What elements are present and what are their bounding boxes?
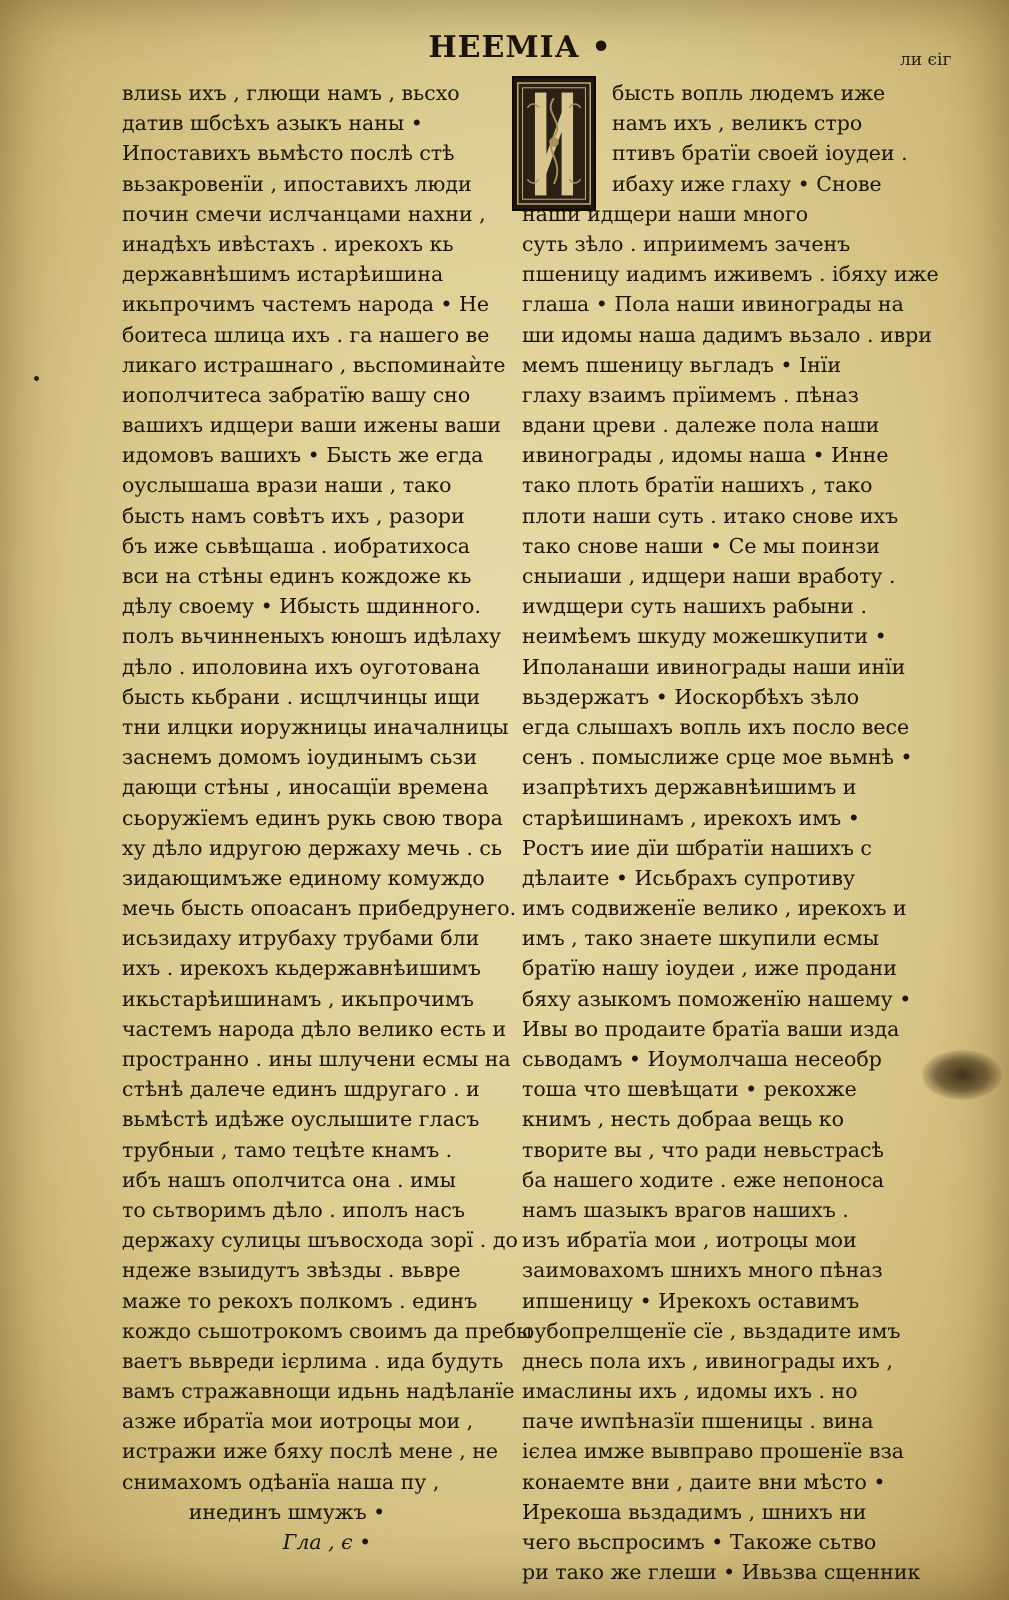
- text-line: ипшеницу • Ирекохъ оставимъ: [522, 1288, 860, 1313]
- text-line: оуслышаша врази наши , тако: [122, 473, 458, 498]
- text-line: ихъ . ирекохъ кьдержавнѣишимъ: [122, 956, 481, 981]
- text-line: вьмѣстѣ идѣже оуслышите гласъ: [122, 1107, 480, 1132]
- text-line: ієлеа имже вывправо прошенїе вза: [522, 1439, 904, 1464]
- text-line: ри тако же глеши • Ивьзва сщенник: [522, 1560, 921, 1585]
- text-line: пшеницу иадимъ иживемъ . ібяху иже: [522, 262, 939, 287]
- page-header: [0, 30, 1009, 70]
- text-line: вьзакровенїи , ипоставихъ люди: [122, 171, 472, 196]
- text-line: тни илцки иоружницы иначалницы: [122, 714, 509, 739]
- text-line: бысть кьбрани . исщлчинцы ищи: [122, 684, 481, 709]
- text-line: дающи стѣны , иносащїи времена: [122, 775, 489, 800]
- text-line: изапрѣтихъ державнѣишимъ и: [522, 775, 857, 800]
- text-line: конаемте вни , даите вни мѣсто •: [522, 1469, 886, 1494]
- text-line: зидающимъже единому комуждо: [122, 865, 485, 890]
- text-line: имъ содвиженїе велико , ирекохъ и: [522, 896, 907, 921]
- text-line: вашихъ идщери ваши ижены ваши: [122, 413, 502, 438]
- text-line: бысть вопль людемъ иже: [612, 81, 886, 105]
- text-line: идомовъ вашихъ • Бысть же егда: [122, 443, 484, 468]
- text-line: плоти наши суть . итако снове ихъ: [522, 503, 899, 528]
- text-line: тако плоть братїи нашихъ , тако: [522, 473, 873, 498]
- text-line: исьзидаху итрубаху трубами бли: [122, 926, 480, 951]
- text-line: заснемъ домомъ іоудинымъ сьзи: [122, 745, 478, 770]
- text-line: трубныи , тамо тецѣте кнамъ .: [122, 1137, 453, 1162]
- text-line: полъ вьчинненыхъ юношъ идѣлаху: [122, 624, 502, 649]
- text-line: тоша что шевѣщати • рекохже: [522, 1077, 857, 1102]
- text-line: глаху взаимъ прїимемъ . пѣназ: [522, 382, 859, 407]
- text-line: чего вьспросимъ • Такоже сьтво: [522, 1530, 877, 1554]
- text-line: ивинограды , идомы наша • Инне: [522, 443, 889, 468]
- text-line: Ирекоша вьздадимъ , шнихъ ни: [522, 1499, 867, 1524]
- text-line: икьпрочимъ частемъ народа • Не: [122, 292, 490, 317]
- text-line: вдани цреви . далеже пола наши: [522, 413, 880, 438]
- text-line: неимѣемъ шкуду можешкупити •: [522, 624, 887, 649]
- text-line: истражи иже бяху послѣ мене , не: [122, 1439, 499, 1464]
- text-line: Ивы во продаите братїа ваши изда: [522, 1016, 900, 1041]
- text-line: вьздержатъ • Иоскорбѣхъ зѣло: [522, 684, 860, 709]
- text-line: сьоружїемъ единъ рукь свою твора: [122, 805, 503, 830]
- text-line: стѣнѣ далече единъ шдругаго . и: [122, 1077, 480, 1102]
- text-line: бяху азыкомъ поможенїю нашему •: [522, 986, 912, 1011]
- right-column: [522, 78, 939, 1587]
- text-line: изъ ибратїа мои , иотроцы мои: [522, 1228, 857, 1253]
- text-line: сенъ . помыслиже срце мое вьмнѣ •: [522, 745, 913, 770]
- text-line: кождо сьшотрокомъ своимъ да пребы: [122, 1318, 533, 1343]
- text-line: наши идщери наши много: [522, 201, 809, 226]
- text-line: глаша • Пола наши ивинограды на: [522, 292, 904, 317]
- text-line: ликаго истрашнаго , вьспоминаѝте: [122, 352, 506, 377]
- text-line: то сьтворимъ дѣло . иполъ насъ: [122, 1197, 465, 1222]
- text-line: намъ шазыкъ врагов нашихъ .: [522, 1197, 849, 1222]
- text-line: тако снове наши • Се мы поинзи: [522, 533, 880, 558]
- ink-stain: [922, 1050, 1002, 1100]
- text-line: суть зѣло . иприимемъ заченъ: [522, 231, 851, 256]
- text-line: азже ибратїа мои иотроцы мои ,: [122, 1409, 474, 1434]
- text-line: державнѣшимъ истарѣишина: [122, 262, 444, 287]
- text-line: Ипоставихъ вьмѣсто послѣ стѣ: [122, 141, 455, 166]
- text-line: икьстарѣишинамъ , икьпрочимъ: [122, 986, 474, 1011]
- text-line: дѣло . иполовина ихъ оуготована: [122, 654, 481, 679]
- text-line: книмъ , несть добраа вещь ко: [522, 1107, 844, 1132]
- text-line: намъ ихъ , великъ стро: [612, 111, 863, 136]
- text-line: частемъ народа дѣло велико есть и: [122, 1016, 507, 1041]
- text-line: заимовахомъ шнихъ много пѣназ: [522, 1258, 883, 1283]
- text-line: Гла , є •: [282, 1530, 372, 1554]
- text-line: творите вы , что ради невьстрасѣ: [522, 1137, 884, 1162]
- text-line: Ростъ иие дїи шбратїи нашихъ с: [522, 835, 872, 860]
- text-line: боитеса шлица ихъ . га нашего ве: [122, 322, 490, 347]
- text-line: сныиаши , идщери наши вработу .: [522, 564, 896, 588]
- text-line: Иполанаши ивинограды наши инїи: [522, 654, 906, 679]
- text-line: ши идомы наша дадимъ вьзало . иври: [522, 322, 932, 347]
- text-line: старѣишинамъ , ирекохъ имъ •: [522, 805, 860, 830]
- text-line: бъ иже сьвѣщаша . иобратихоса: [122, 533, 471, 558]
- running-title: НЕЕМІА •: [428, 30, 612, 65]
- text-line: бысть намъ совѣтъ ихъ , разори: [122, 503, 465, 528]
- text-line: дѣлаите • Исьбрахъ супротиву: [522, 865, 856, 890]
- folio-number: ли єіг: [900, 50, 952, 70]
- text-line: пространно . ины шлучени есмы на: [122, 1047, 511, 1071]
- text-line: ваетъ вьвреди ієрлима . ида будуть: [122, 1348, 504, 1373]
- text-line: дѣлу своему • Ибысть шдинного.: [122, 594, 481, 619]
- text-line: мемъ пшеницу вьгладъ • Інїи: [522, 352, 841, 377]
- text-line: птивъ братїи своей іоудеи .: [612, 141, 908, 166]
- text-line: егда слышахъ вопль ихъ посло весе: [522, 714, 910, 739]
- text-line: имаслины ихъ , идомы ихъ . но: [522, 1379, 858, 1404]
- text-line: оубопрелщенїе сїе , вьздадите имъ: [522, 1318, 901, 1343]
- text-line: ндеже взыидутъ звѣзды . вьвре: [122, 1258, 461, 1283]
- text-line: почин смечи ислчанцами нахни ,: [122, 201, 486, 226]
- text-line: маже то рекохъ полкомъ . единъ: [122, 1288, 478, 1313]
- text-line: держаху сулицы шъвосхода зорї . до: [122, 1228, 518, 1253]
- text-line: ибаху иже глаху • Снове: [612, 171, 882, 196]
- text-line: вси на стѣны единъ кождоже кь: [122, 564, 472, 588]
- text-line: снимахомъ одѣанїа наша пу ,: [122, 1469, 440, 1494]
- text-line: вамъ стражавнощи идьнь надѣланїе: [122, 1379, 515, 1404]
- text-line: ху дѣло идругою держаху мечь . сь: [122, 835, 503, 860]
- text-line: инединъ шмужъ •: [188, 1499, 386, 1524]
- text-line: ибъ нашъ ополчитса она . имы: [122, 1167, 456, 1192]
- text-line: мечь бысть опоасанъ прибедрунего.: [122, 896, 517, 921]
- text-line: инадѣхъ ивѣстахъ . ирекохъ кь: [122, 231, 454, 256]
- text-line: имъ , тако знаете шкупили есмы: [522, 926, 879, 951]
- text-line: влиѕь ихъ , глющи намъ , вьсхо: [122, 81, 460, 105]
- margin-mark: [34, 376, 39, 381]
- text-line: иополчитеса забратїю вашу сно: [122, 382, 471, 407]
- left-column: [122, 78, 533, 1557]
- text-line: ба нашего ходите . еже непоноса: [522, 1167, 885, 1192]
- text-line: днесь пола ихъ , ивинограды ихъ ,: [522, 1348, 893, 1373]
- text-line: паче иwпѣназїи пшеницы . вина: [522, 1409, 874, 1434]
- text-line: иwдщери суть нашихъ рабыни .: [522, 594, 867, 619]
- text-line: датив шбсѣхъ азыкъ наны •: [122, 111, 423, 136]
- text-line: братїю нашу іоудеи , иже продани: [522, 956, 897, 981]
- text-line: сьводамъ • Иоумолчаша несеобр: [522, 1047, 882, 1071]
